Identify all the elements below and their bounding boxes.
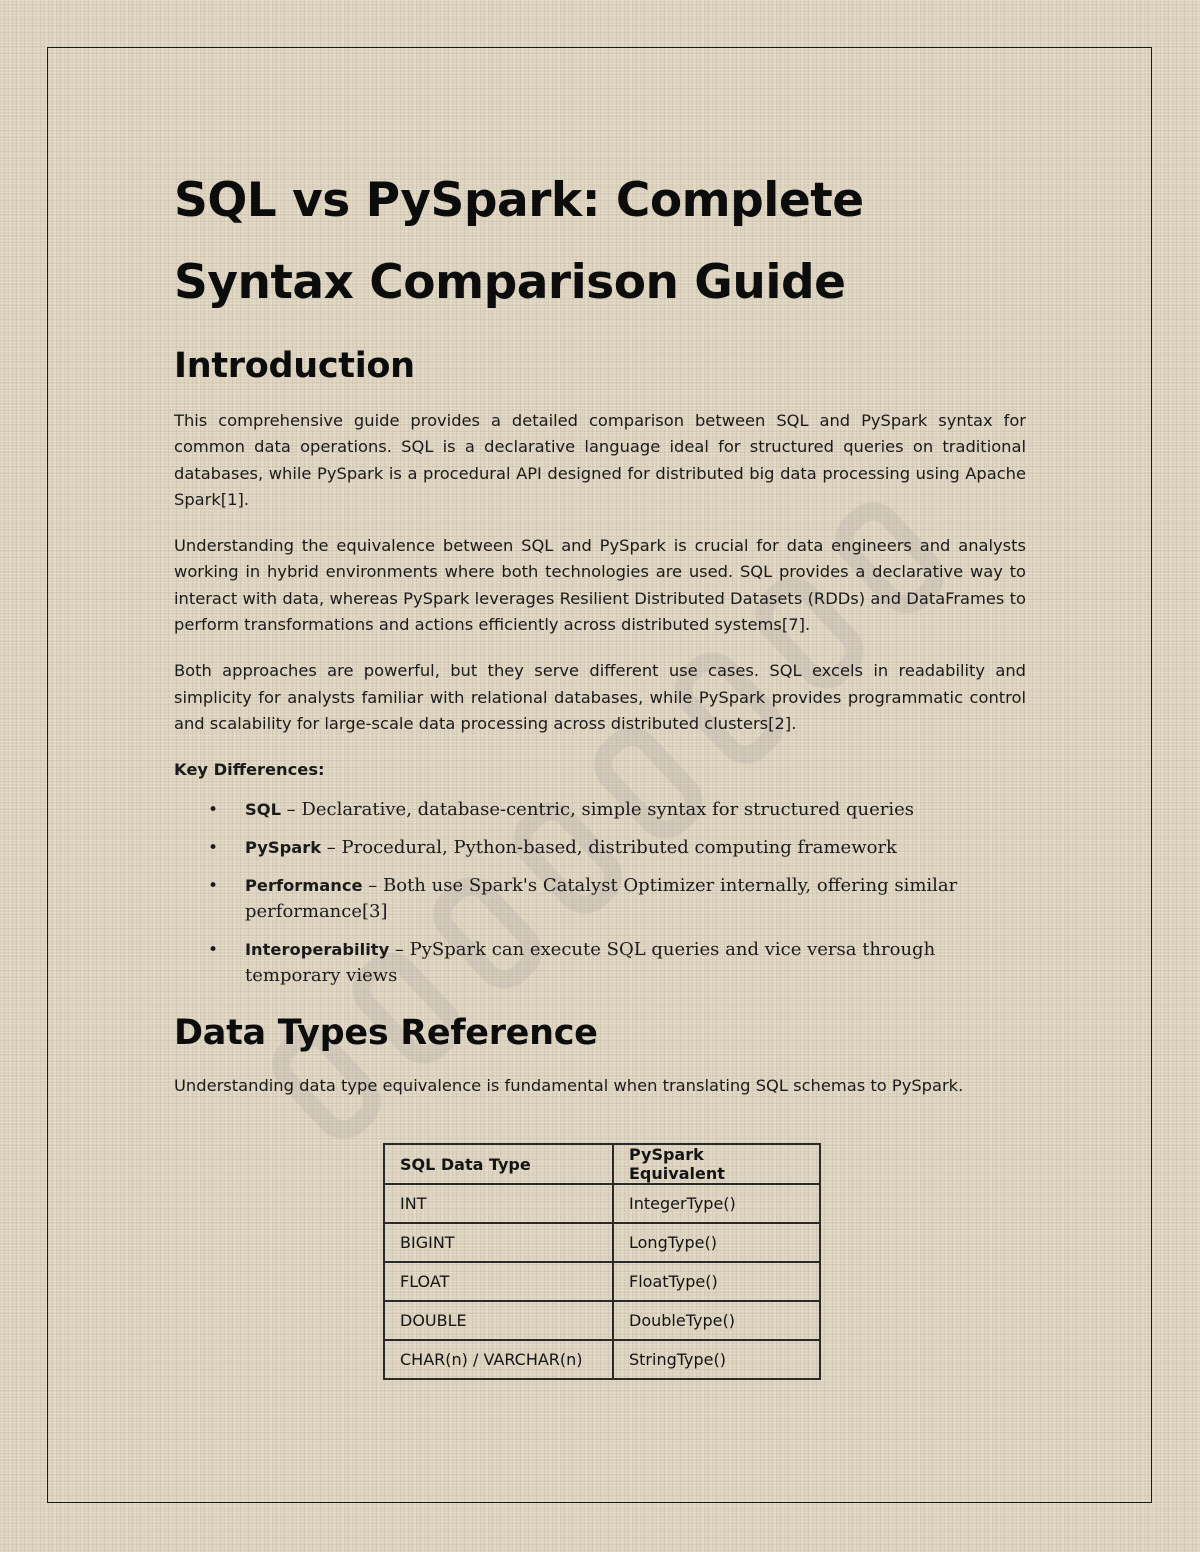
table-header-row [384, 1144, 820, 1184]
bullet-icon: • [208, 876, 219, 897]
cell-pyspark-type: StringType() [613, 1340, 820, 1379]
key-differences-list [174, 797, 1026, 989]
cell-pyspark-type: LongType() [613, 1223, 820, 1262]
list-item-term: Interoperability [245, 940, 390, 960]
list-item-pyspark [174, 835, 1025, 861]
bullet-icon: • [208, 838, 219, 859]
bullet-icon: • [208, 940, 219, 961]
list-item-text: PySpark can execute SQL queries and vice versa through temporary views [245, 939, 936, 987]
list-item-separator: – [280, 799, 302, 821]
table-row [384, 1223, 820, 1262]
cell-pyspark-type: FloatType() [613, 1262, 820, 1301]
table-row [384, 1184, 820, 1223]
list-item-separator: – [389, 939, 410, 961]
data-types-table [383, 1143, 821, 1380]
table-row [384, 1301, 820, 1340]
table-row [384, 1340, 820, 1379]
table-row [384, 1262, 820, 1301]
list-item-term: SQL [245, 800, 281, 820]
intro-paragraph-2: Understanding the equivalence between SQL and PySpark is crucial for data engineers and analysts working in hybrid environments where both technologies are used. SQL provides a declarative way to interact with data, whereas PySpark leverages Resilient Distributed Datasets (RDDs) and DataFrames to perform transformations and actions efficiently across distributed systems[7]. [174, 536, 1026, 635]
cell-sql-type: INT [384, 1184, 613, 1223]
cell-pyspark-type: IntegerType() [613, 1184, 820, 1223]
list-item-text: Both use Spark's Catalyst Optimizer internally, offering similar performance[3] [245, 875, 958, 923]
document-title: SQL vs PySpark: Complete Syntax Comparison Guide [174, 173, 864, 310]
list-item-sql [174, 797, 1025, 823]
section-heading-data-types: Data Types Reference [174, 1013, 598, 1054]
list-item-text: Declarative, database-centric, simple syntax for structured queries [301, 799, 915, 821]
cell-sql-type: DOUBLE [384, 1301, 613, 1340]
bullet-icon: • [208, 800, 219, 821]
list-item-term: Performance [245, 876, 363, 896]
intro-paragraph-1: This comprehensive guide provides a detailed comparison between SQL and PySpark syntax for common data operations. SQL is a declarative language ideal for structured queries on traditional databases, while PySpark is a procedural API designed for distributed big data processing using Apache Spark[1]. [174, 411, 1026, 509]
cell-sql-type: CHAR(n) / VARCHAR(n) [384, 1340, 613, 1379]
document-body [174, 160, 1026, 1100]
list-item-separator: – [362, 875, 383, 897]
column-header-sql-type: SQL Data Type [384, 1144, 613, 1184]
key-differences-heading: Key Differences: [174, 760, 325, 780]
intro-paragraph-3: Both approaches are powerful, but they serve different use cases. SQL excels in readability and simplicity for analysts familiar with relational databases, while PySpark provides programmatic control and scalability for large-scale data processing across distributed clusters[2]. [174, 661, 1026, 733]
cell-sql-type: BIGINT [384, 1223, 613, 1262]
column-header-pyspark-equivalent: PySpark Equivalent [613, 1144, 820, 1184]
cell-sql-type: FLOAT [384, 1262, 613, 1301]
section-heading-introduction: Introduction [174, 346, 415, 386]
cell-pyspark-type: DoubleType() [613, 1301, 820, 1340]
list-item-text: Procedural, Python-based, distributed computing framework [341, 837, 897, 859]
list-item-interoperability [174, 937, 1025, 989]
list-item-performance [174, 873, 1025, 925]
list-item-term: PySpark [245, 838, 322, 858]
list-item-separator: – [321, 837, 342, 859]
data-types-intro: Understanding data type equivalence is fundamental when translating SQL schemas to PySpark. [174, 1076, 964, 1096]
